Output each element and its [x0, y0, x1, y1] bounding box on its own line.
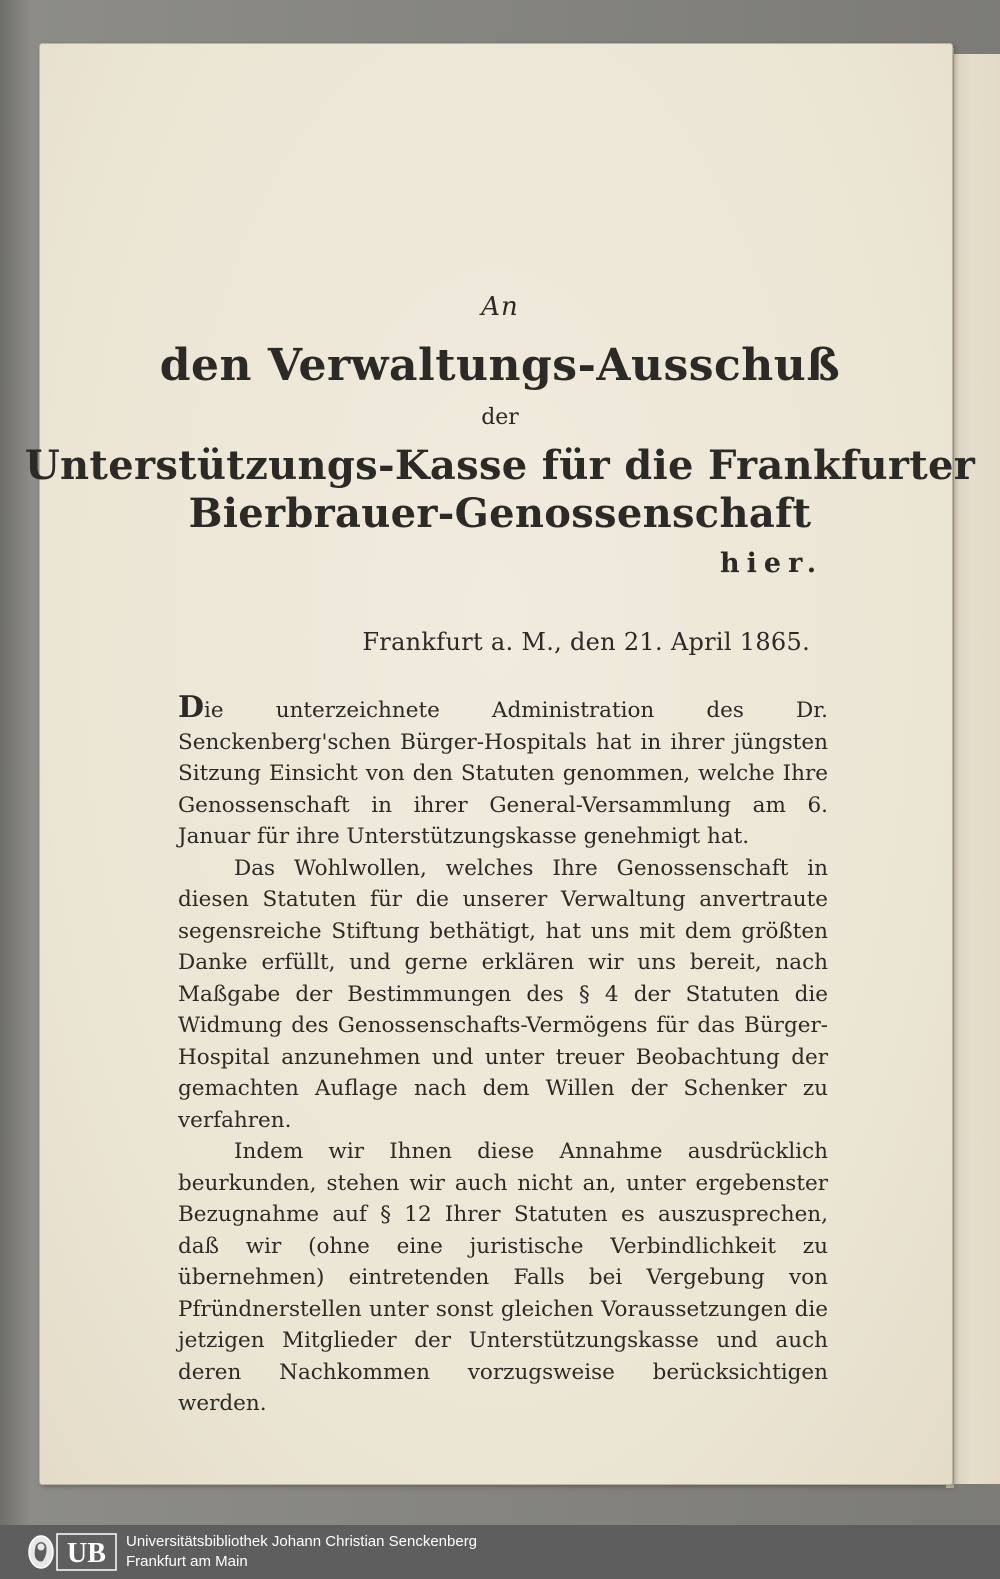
ub-logo-icon — [26, 1531, 118, 1573]
ub-logo-text: UB — [67, 1538, 106, 1569]
paragraph-1-text: ie unterzeichnete Administration des Dr. Senckenberg'schen Bürger-Hospitals hat in ihrer jüngsten Sitzung Einsicht von den Statuten genommen, welche Ihre Genossenschaft in ihrer General-Versammlung am 6. Januar für ihre Unterstützungskasse genehmigt hat. — [178, 698, 828, 849]
letter-body — [178, 692, 828, 1420]
library-name: Universitätsbibliothek Johann Christian Senckenberg — [126, 1533, 478, 1550]
dateline: Frankfurt a. M., den 21. April 1865. — [362, 628, 810, 656]
adjacent-page-edge — [952, 54, 1000, 1484]
letter-paragraph-1 — [178, 692, 828, 853]
address-salutation: An — [481, 292, 519, 322]
address-heading-fund: Unterstützungs-Kasse für die Frankfurter — [24, 442, 976, 489]
library-footer-bar — [0, 1525, 1000, 1579]
initial-letter: D — [178, 690, 205, 725]
address-location: hier. — [720, 548, 824, 579]
address-article: der — [481, 405, 519, 430]
letter-paragraph-3: Indem wir Ihnen diese Annahme ausdrücklich beurkunden, stehen wir auch nicht an, unter ergebenster Bezugnahme auf § 12 Ihrer Statuten es auszusprechen, daß wir (ohne eine juristische Verbindlichkeit zu übernehmen) eintretenden Falls bei Vergebung von Pfründnerstellen unter sonst gleichen Voraussetzungen die jetzigen Mitglieder der Unterstützungskasse und auch deren Nachkommen vorzugsweise berücksichtigen werden. — [178, 1139, 828, 1416]
address-heading-committee: den Verwaltungs-Ausschuß — [159, 340, 841, 391]
letter-paragraph-2: Das Wohlwollen, welches Ihre Genossenschaft in diesen Statuten für die unserer Verwaltung anvertraute segensreiche Stiftung bethätigt, hat uns mit dem größten Danke erfüllt, und gerne erklären wir uns bereit, nach Maßgabe der Bestimmungen des § 4 der Statuten die Widmung des Genossenschafts-Vermögens für das Bürger-Hospital anzunehmen und unter treuer Beobachtung der gemachten Auflage nach dem Willen der Schenker zu verfahren. — [178, 855, 828, 1133]
library-city: Frankfurt am Main — [126, 1553, 248, 1570]
address-heading-cooperative: Bierbrauer-Genossenschaft — [188, 490, 812, 537]
